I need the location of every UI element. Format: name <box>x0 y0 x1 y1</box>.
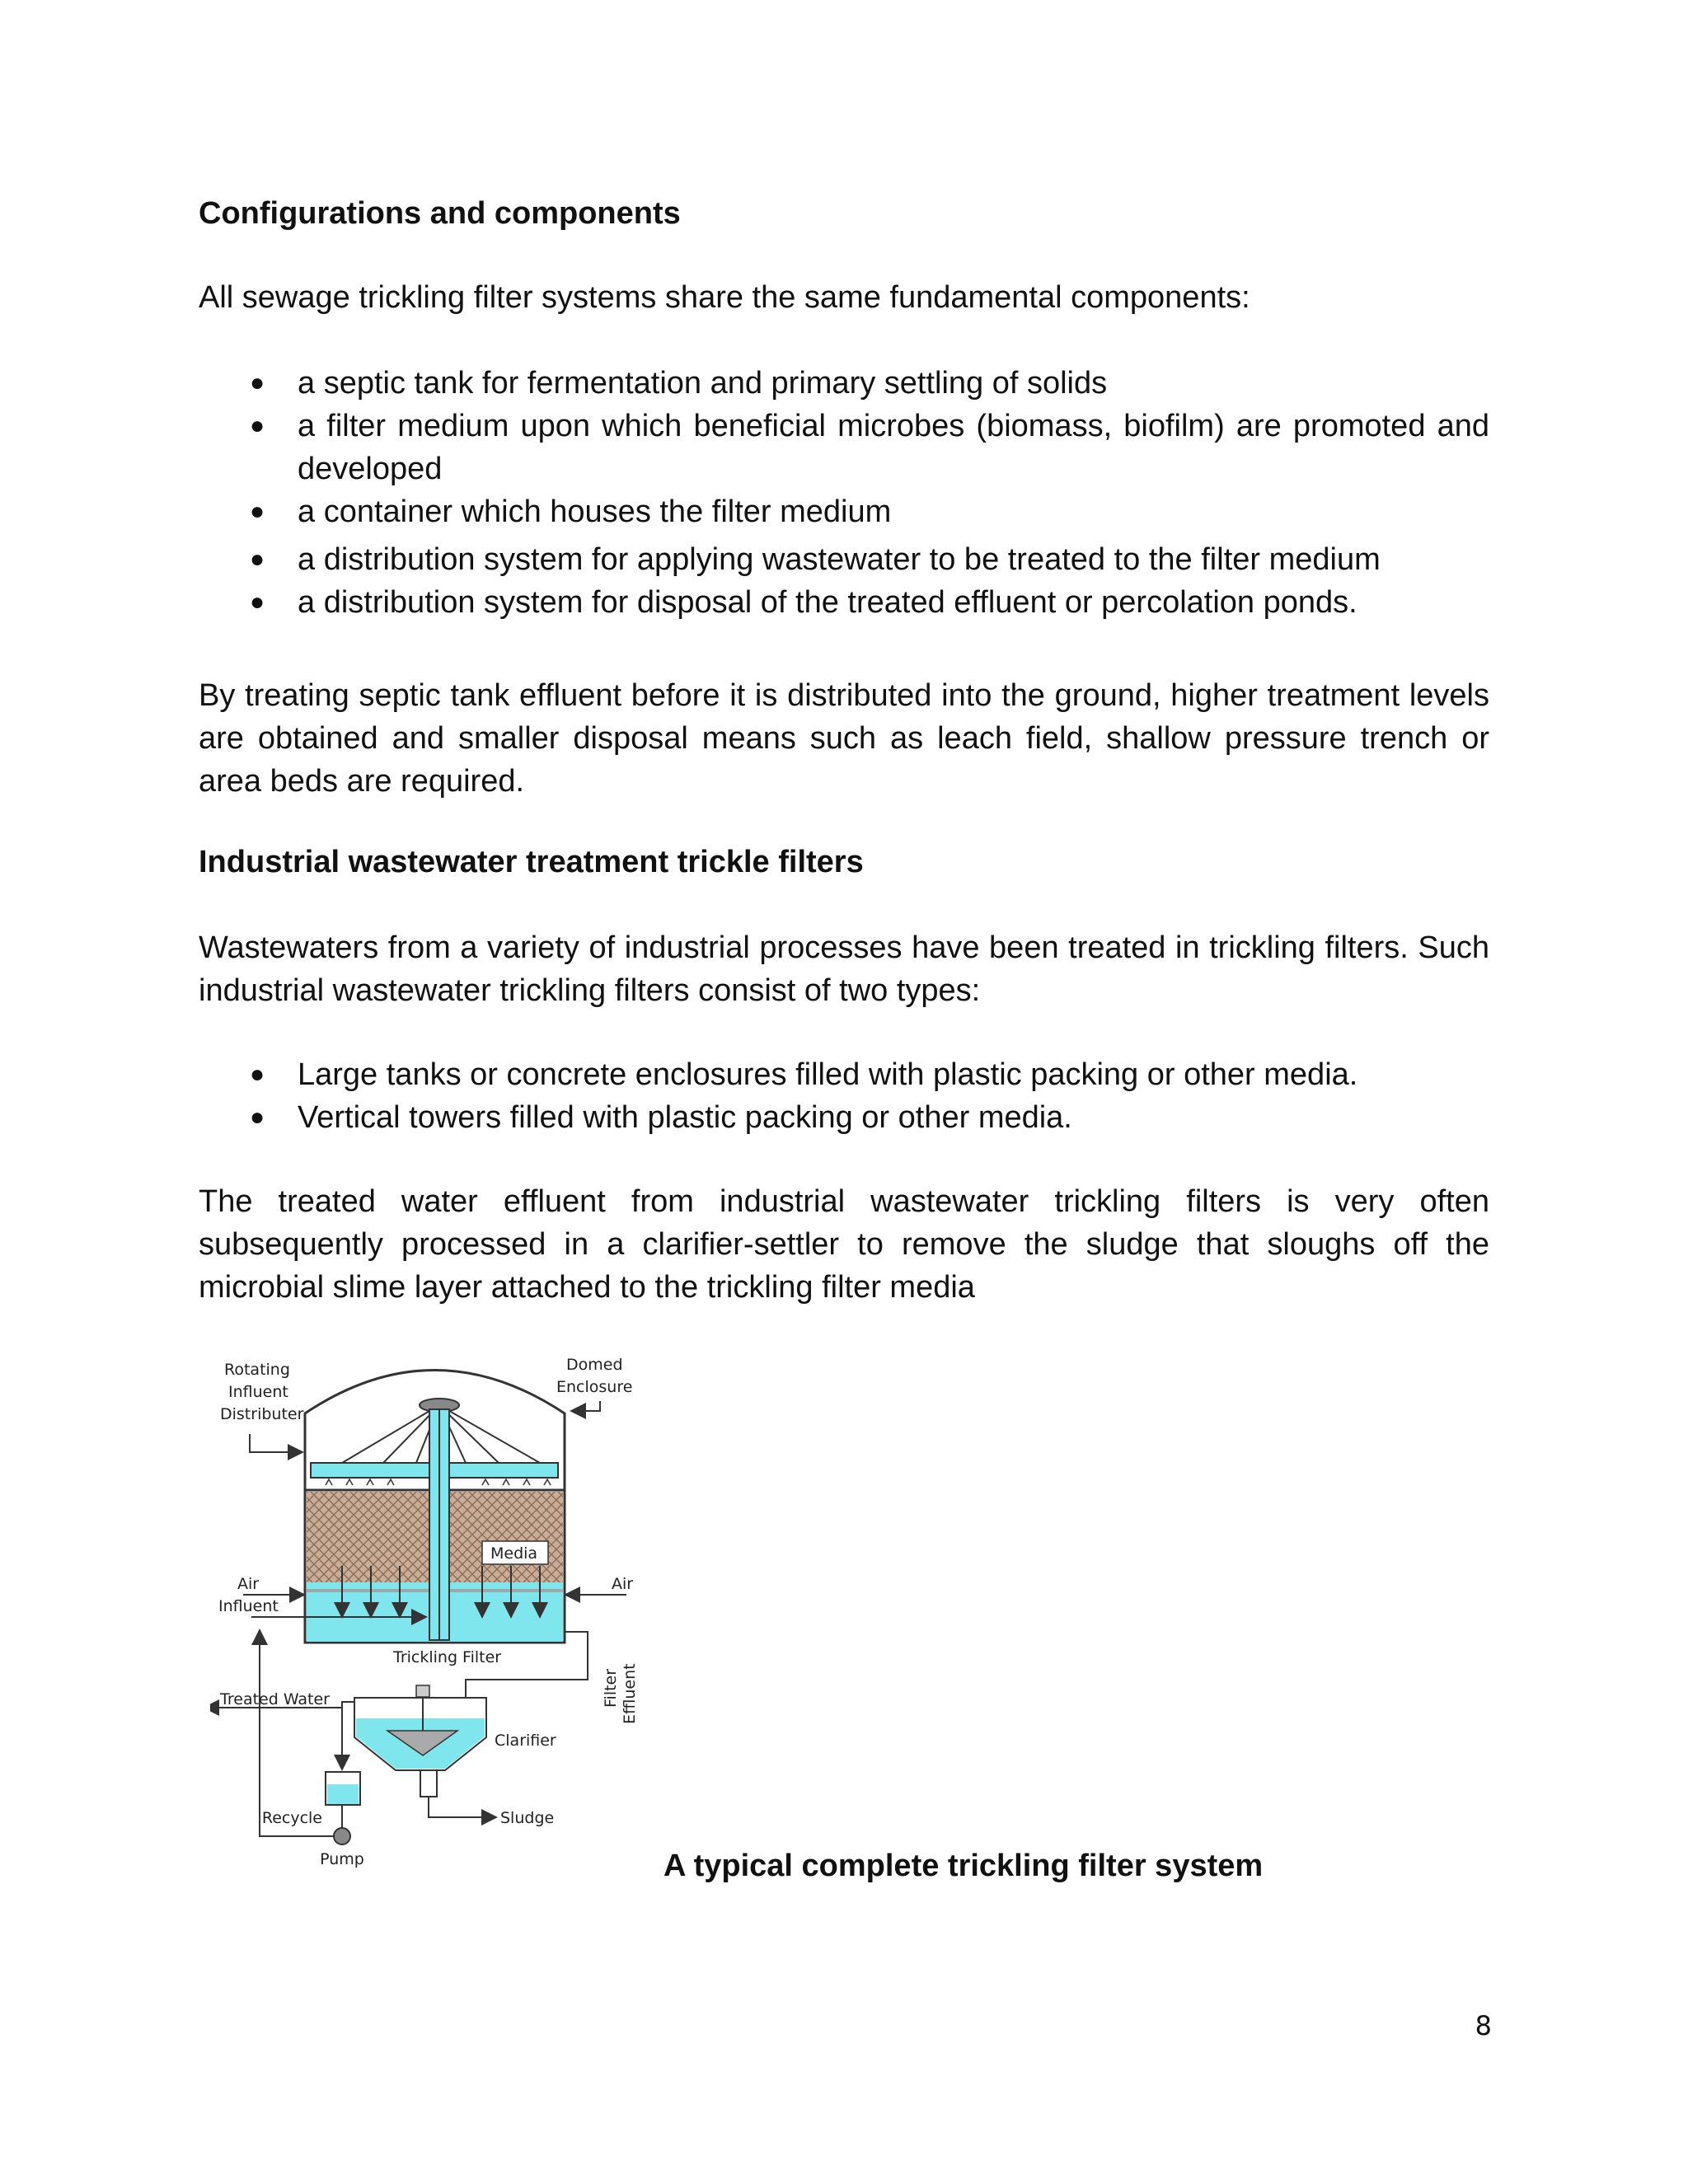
label-sludge: Sludge <box>500 1809 555 1827</box>
label-trickling-filter: Trickling Filter <box>393 1648 502 1666</box>
label-air-right: Air <box>612 1575 634 1593</box>
label-recycle: Recycle <box>261 1809 322 1827</box>
label-air-left: Air <box>237 1575 260 1593</box>
label-rotating: Rotating <box>224 1361 290 1379</box>
industrial-intro-paragraph: Wastewaters from a variety of industrial processes have been treated in trickling filters. Such industrial wastewater trickling filters consist of two types: <box>199 930 1489 1008</box>
media-label: Media <box>490 1544 538 1563</box>
label-effluent: Effluent <box>621 1663 639 1724</box>
label-enclosure: Enclosure <box>556 1378 633 1396</box>
section-heading-configurations: Configurations and components <box>199 196 681 231</box>
filter-types-list <box>199 1053 1489 1139</box>
label-influent-top: Influent <box>228 1383 288 1401</box>
list-item: ● a septic tank for fermentation and primary settling of solids <box>199 362 1489 405</box>
list-item: ● a filter medium upon which beneficial microbes (biomass, biofilm) are promoted and developed <box>199 405 1489 490</box>
bullet-icon: ● <box>250 1104 265 1131</box>
bullet-icon: ● <box>250 412 265 439</box>
list-item: ● a container which houses the filter medium <box>199 490 1489 533</box>
figure-caption: A typical complete trickling filter system <box>663 1849 1264 1883</box>
section-heading-industrial: Industrial wastewater treatment trickle filters <box>199 845 864 879</box>
septic-paragraph: By treating septic tank effluent before it is distributed into the ground, higher treatment levels are obtained and smaller disposal means such as leach field, shallow pressure trench or area beds are required. <box>199 678 1489 799</box>
list-item: ● a distribution system for disposal of the treated effluent or percolation ponds. <box>199 581 1489 624</box>
label-influent: Influent <box>218 1597 279 1615</box>
list-item: ● a distribution system for applying wastewater to be treated to the filter medium <box>199 538 1489 581</box>
bullet-icon: ● <box>250 1061 265 1088</box>
label-filter: Filter <box>602 1668 620 1708</box>
label-clarifier: Clarifier <box>495 1732 556 1750</box>
clarifier-paragraph: The treated water effluent from industrial wastewater trickling filters is very often subsequently processed in a clarifier-settler to remove the sludge that sloughs off the microbial slime layer attached to the trickling filter media <box>199 1184 1489 1305</box>
components-list <box>199 362 1489 624</box>
label-pump: Pump <box>320 1850 364 1868</box>
label-domed: Domed <box>566 1356 623 1374</box>
bullet-icon: ● <box>250 588 265 616</box>
trickling-filter-diagram <box>210 1352 659 1871</box>
label-distributer: Distributer <box>220 1405 304 1423</box>
pump-icon <box>334 1828 350 1844</box>
intro-paragraph: All sewage trickling filter systems share the same fundamental components: <box>199 280 1250 315</box>
bullet-icon: ● <box>250 546 265 573</box>
bullet-icon: ● <box>250 369 265 396</box>
bullet-icon: ● <box>250 498 265 525</box>
label-treated-water: Treated Water <box>220 1690 330 1708</box>
list-item: ● Large tanks or concrete enclosures filled with plastic packing or other media. <box>199 1053 1489 1096</box>
list-item: ● Vertical towers filled with plastic packing or other media. <box>199 1096 1489 1139</box>
page-number: 8 <box>1475 2010 1492 2041</box>
